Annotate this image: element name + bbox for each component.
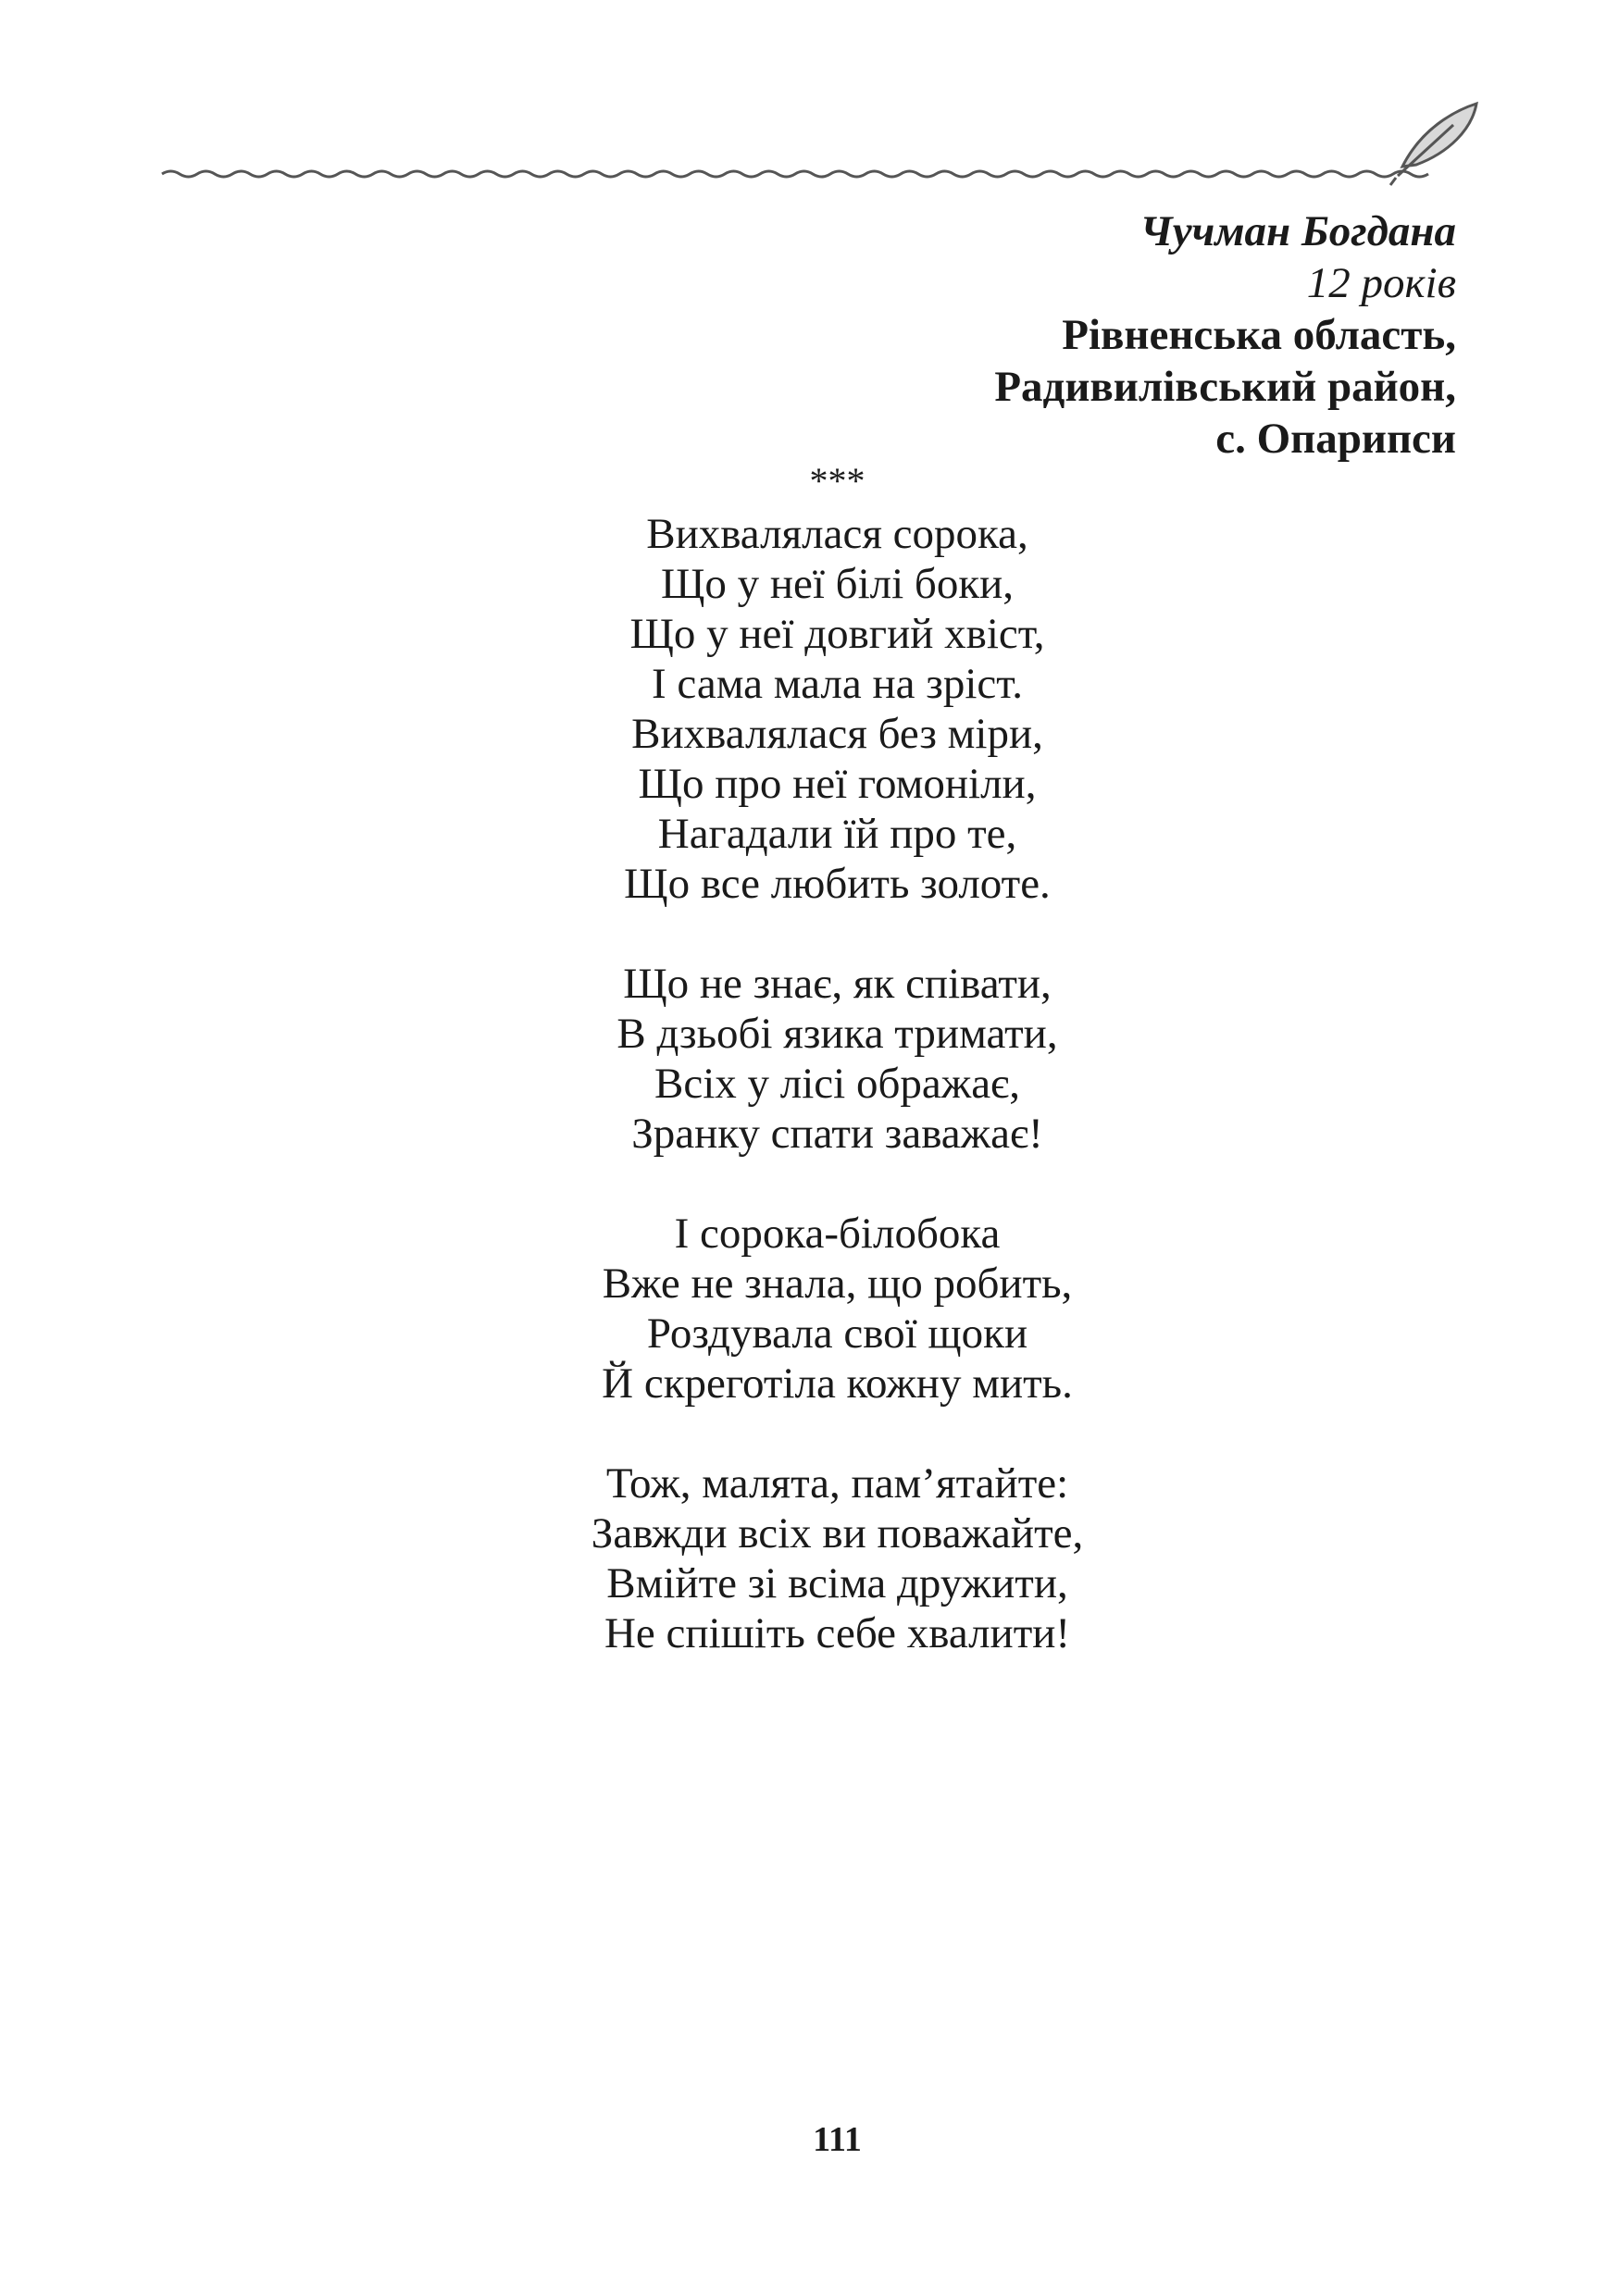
poem-line: Зранку спати заважає! [631,1110,1043,1158]
poem-line: Не спішіть себе хвалити! [604,1609,1071,1657]
poem-line: Вже не знала, що робить, [602,1260,1073,1308]
poem [28,509,1619,1708]
page-number: 111 [813,2120,862,2159]
poem-line: Вмійте зі всіма дружити, [606,1559,1068,1607]
author-village: с. Опарипси [1215,415,1456,463]
poem-line: Що не знає, як співати, [623,960,1052,1008]
stanza [28,1209,1619,1409]
author-region: Рівненська область, [1062,311,1456,359]
poem-line: І сама мала на зріст. [652,660,1023,708]
poem-line: В дзьобі язика тримати, [616,1010,1058,1058]
poem-line: І сорока-білобока [674,1210,1001,1258]
poem-line: Роздувала свої щоки [646,1309,1028,1358]
poem-line: Що у неї довгий хвіст, [629,610,1045,658]
poem-line: Нагадали їй про те, [657,810,1017,858]
author-name: Чучман Богдана [1140,207,1456,255]
poem-line: Й скреготіла кожну мить. [602,1359,1073,1408]
poem-line: Всіх у лісі ображає, [654,1060,1020,1108]
stanza [28,509,1619,909]
poem-line: Що все любить золоте. [624,860,1051,908]
poem-line: Вихвалялася сорока, [646,510,1028,558]
wave-line-with-feather-icon [157,93,1490,194]
poem-line: Вихвалялася без міри, [631,710,1043,758]
author-district: Радивилівський район, [994,363,1456,411]
poem-line: Що у неї білі боки, [660,560,1015,608]
poem-line: Тож, малята, пам’ятайте: [605,1459,1069,1508]
author-age: 12 років [1306,259,1456,307]
poem-line: Завжди всіх ви поважайте, [591,1509,1084,1558]
poem-separator: *** [809,460,866,502]
stanza [28,959,1619,1159]
author-block [994,205,1456,465]
stanza [28,1458,1619,1658]
poem-line: Що про неї гомоніли, [638,760,1037,808]
